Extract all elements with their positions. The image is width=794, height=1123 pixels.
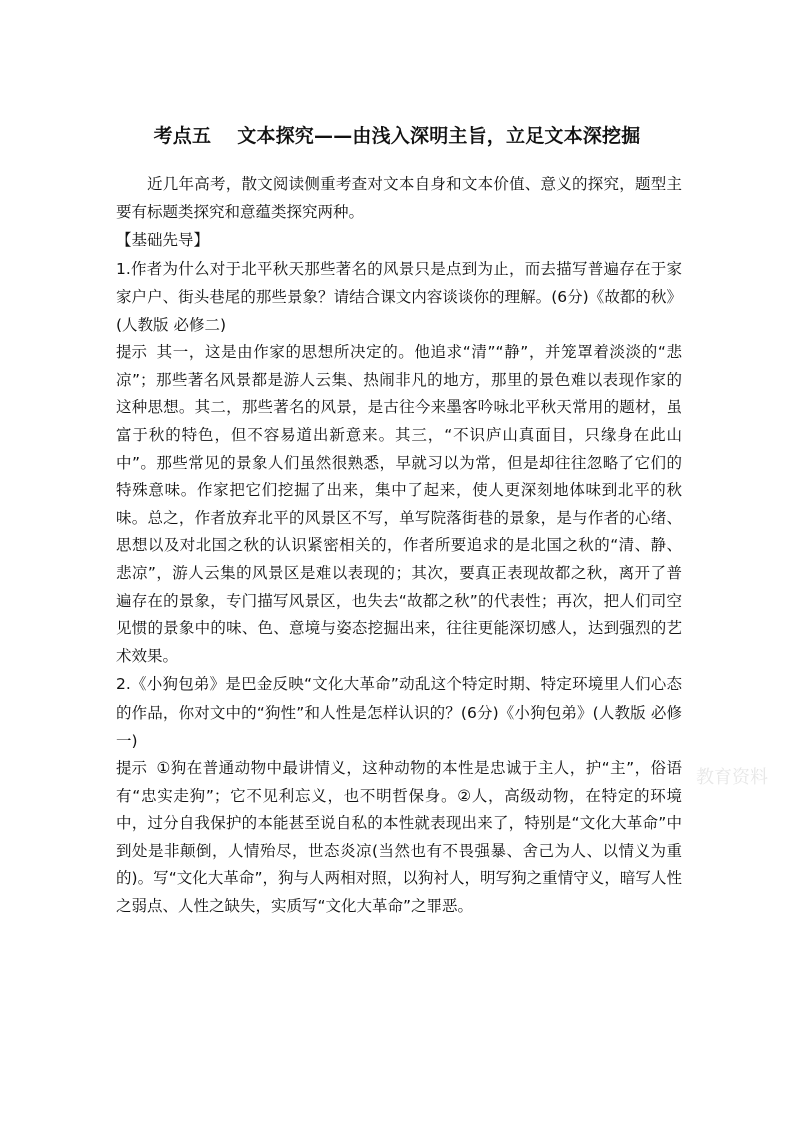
- hint-2-label: 提示: [116, 758, 148, 777]
- title-section: 考点五: [153, 125, 212, 147]
- question-1: 1.作者为什么对于北平秋天那些著名的风景只是点到为止，而去描写普遍存在于家家户户、街头巷尾的那些景象？请结合课文内容谈谈你的理解。(6分)《故都的秋》(人教版 必修二): [116, 259, 682, 335]
- hint-2-text: ①狗在普通动物中最讲情义，这种动物的本性是忠诚于主人，护“主”，俗语有“忠实走狗”；它不见利忘义，也不明哲保身。②人，高级动物，在特定的环境中，过分自我保护的本能甚至说自私的本性就表现出来了，特别是“文化大革命”中到处是非颠倒，人情殆尽，世态炎凉(当然也有不畏强暴、舍己为人、以情义为重的)。写“文化大革命”，狗与人两相对照，以狗衬人，明写狗之重情守义，暗写人性之弱点、人性之缺失，实质写“文化大革命”之罪恶。: [116, 758, 682, 915]
- watermark: 教育资料: [696, 767, 768, 788]
- hint-1: [116, 339, 682, 670]
- hint-1-label: 提示: [116, 343, 148, 362]
- title-topic: 文本探究——由浅入深明主旨，立足文本深挖掘: [237, 125, 641, 147]
- intro-paragraph: 近几年高考，散文阅读侧重考查对文本自身和文本价值、意义的探究，题型主要有标题类探究和意蕴类探究两种。: [116, 175, 682, 222]
- question-2: 2.《小狗包弟》是巴金反映“文化大革命”动乱这个特定时期、特定环境里人们心态的作品，你对文中的“狗性”和人性是怎样认识的？(6分)《小狗包弟》(人教版 必修一): [116, 675, 682, 750]
- section-heading: 【基础先导】: [116, 231, 210, 250]
- hint-1-text: 其一，这是由作家的思想所决定的。他追求“清”“静”，并笼罩着淡淡的“悲凉”；那些著名风景都是游人云集、热闹非凡的地方，那里的景色难以表现作家的这种思想。其二，那些著名的风景，是古往今来墨客吟咏北平秋天常用的题材，虽富于秋的特色，但不容易道出新意来。其三，“不识庐山真面目，只缘身在此山中”。那些常见的景象人们虽然很熟悉，早就习以为常，但是却往往忽略了它们的特殊意味。作家把它们挖掘了出来，集中了起来，使人更深刻地体味到北平的秋味。总之，作者放弃北平的风景区不写，单写院落街巷的景象，是与作者的心绪、思想以及对北国之秋的认识紧密相关的，作者所要追求的是北国之秋的“清、静、悲凉”，游人云集的风景区是难以表现的；其次，要真正表现故都之秋，离开了普遍存在的景象，专门描写风景区，也失去“故都之秋”的代表性；再次，把人们司空见惯的景象中的味、色、意境与姿态挖掘出来，往往更能深切感人，达到强烈的艺术效果。: [116, 343, 682, 665]
- document-body: [116, 170, 682, 921]
- hint-2: [116, 755, 682, 921]
- page-title: [0, 121, 794, 148]
